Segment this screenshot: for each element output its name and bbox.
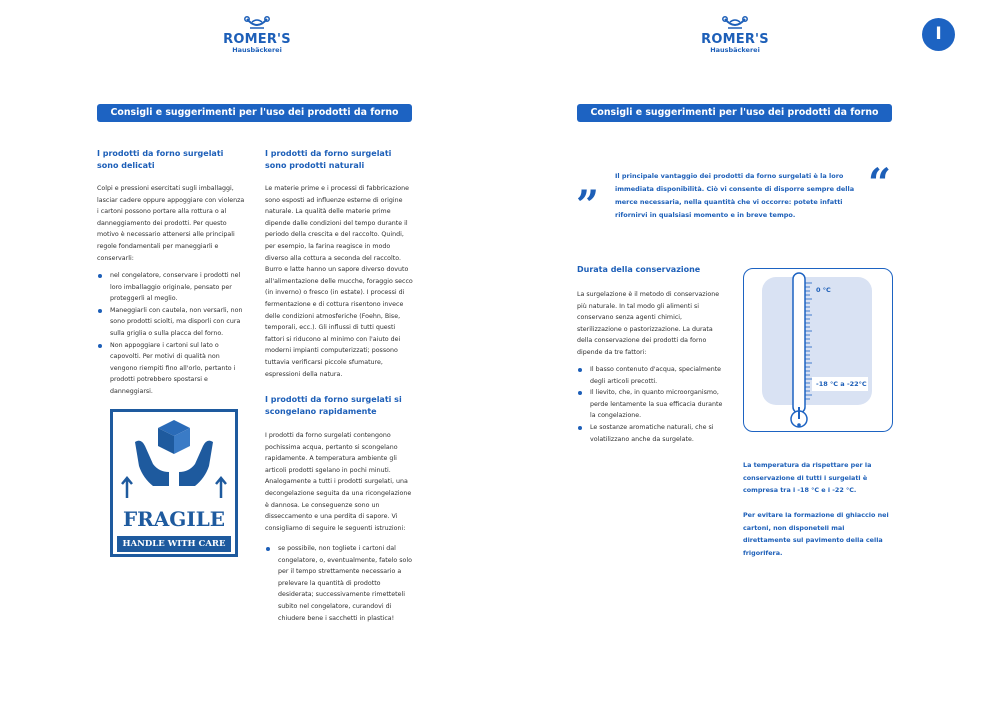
- page-badge: I: [922, 18, 955, 51]
- brand-name: ROMER'S: [223, 32, 291, 47]
- text-scongelano: I prodotti da forno surgelati contengono pochissima acqua, pertanto si scongelano rapidamente. A temperatura ambiente gli articoli prodotti sgelano in pochi minuti. Analogamente a tutti i prodotti surgelati, una decongelazione seguita da una ricongelazione è dannosa. Le conseguenze sono un disseccamento e una perdita di sapore. Vi consigliamo di seguire le seguenti istruzioni:: [265, 432, 412, 532]
- heading-scongelano: I prodotti da forno surgelati si scongelano rapidamente: [265, 395, 402, 416]
- heading-delicati: I prodotti da forno surgelati sono delicati: [97, 149, 224, 170]
- list-delicati: [97, 270, 245, 398]
- quote-open-icon: ”: [576, 182, 600, 229]
- list-item: Il lievito, che, in quanto microorganismo, perde lentamente la sua efficacia durante la congelazione.: [577, 387, 729, 422]
- hands-box-icon: [113, 412, 235, 507]
- banner-right: Consigli e suggerimenti per l'uso dei prodotti da forno surgelati: [577, 104, 892, 122]
- list-scongelano: [265, 543, 413, 624]
- fragile-sign: [110, 409, 238, 557]
- thermo-top-label: 0 °C: [816, 286, 831, 294]
- thermometer-box: [743, 268, 893, 432]
- brand-sub: Hausbäckerei: [710, 46, 760, 54]
- list-item: se possibile, non togliete i cartoni dal congelatore, o, eventualmente, fatelo solo per il tempo strettamente necessario a prelevare la quantità di prodotto desiderata; successivamente rimetteteli subito nel congelatore, curandovi di chiudere bene i sacchetti in plastica!: [265, 543, 413, 624]
- note-temperature: La temperatura da rispettare per la conservazione di tutti i surgelati è compresa tra i -18 °C e i -22 °C.: [743, 461, 872, 495]
- brand-sub: Hausbäckerei: [232, 46, 282, 54]
- banner-left: Consigli e suggerimenti per l'uso dei prodotti da forno surgelati: [97, 104, 412, 122]
- text-naturali: Le materie prime e i processi di fabbricazione sono esposti ad influenze esterne di origine naturale. La qualità delle materie prime dipende dalle condizioni del tempo durante il periodo della crescita e del raccolto. Quindi, per esempio, la farina reagisce in modo diverso alla cottura a seconda del raccolto. Burro e latte hanno un sapore diverso dovuto all'alimentazione delle mucche, foraggio secco (in inverno) o fresco (in estate). I processi di fermentazione e di cottura risentono invece delle condizioni atmosferiche (Foehn, Bise, temporali, ecc.). Gli influssi di tutti questi fattori si riducono al minimo con l'aiuto dei moderni impianti computerizzati; possono tuttavia verificarsi piccole sfumature, espressioni della natura.: [265, 185, 413, 378]
- logo-left: [212, 16, 302, 54]
- fragile-title: FRAGILE: [122, 507, 226, 531]
- crown-icon: [722, 16, 748, 32]
- list-item: nel congelatore, conservare i prodotti nel loro imballaggio originale, pensato per proteggerli al meglio.: [97, 270, 245, 305]
- list-item: Non appoggiare i cartoni sul lato o capovolti. Per motivi di qualità non vengono riempiti fino all'orlo, pertanto i prodotti potrebbero spostarsi e danneggiarsi.: [97, 340, 245, 398]
- quote-text: Il principale vantaggio dei prodotti da forno surgelati è la loro immediata disponibilità. Ciò vi consente di disporre sempre della merce necessaria, nella quantità che vi occorre: potete infatti rifornirvi in qualsiasi momento e in breve tempo.: [615, 172, 855, 219]
- brand-name: ROMER'S: [701, 32, 769, 47]
- heading-naturali: I prodotti da forno surgelati sono prodotti naturali: [265, 149, 392, 170]
- text-durata: La surgelazione è il metodo di conservazione più naturale. In tal modo gli alimenti si conservano senza agenti chimici, sterilizzazione o pastorizzazione. La durata della conservazione dei prodotti da forno dipende da tre fattori:: [577, 291, 720, 356]
- list-durata: [577, 364, 729, 445]
- heading-durata: Durata della conservazione: [577, 265, 701, 274]
- note-ice: Per evitare la formazione di ghiaccio nei cartoni, non disponeteli mai direttamente sul pavimento della cella frigorifera.: [743, 511, 889, 557]
- text-delicati: Colpi e pressioni esercitati sugli imballaggi, lasciar cadere oppure appoggiare con violenza i cartoni possono portare alla rottura o al danneggiamento dei prodotti. Per questo motivo è necessario attenersi alle principali regole fondamentali per maneggiarli e conservarli:: [97, 185, 245, 262]
- quote-close-icon: “: [868, 160, 892, 207]
- thermo-range-label: -18 °C a -22°C: [816, 380, 867, 388]
- list-item: Il basso contenuto d'acqua, specialmente degli articoli precotti.: [577, 364, 729, 387]
- list-item: Maneggiarli con cautela, non versarli, non sono prodotti sciolti, ma disporli con cura sulla griglia o sulla placca del forno.: [97, 305, 245, 340]
- fragile-subtitle: HANDLE WITH CARE: [122, 539, 226, 549]
- crown-icon: [244, 16, 270, 32]
- list-item: Le sostanze aromatiche naturali, che si volatilizzano anche da surgelate.: [577, 422, 729, 445]
- logo-right: [690, 16, 780, 54]
